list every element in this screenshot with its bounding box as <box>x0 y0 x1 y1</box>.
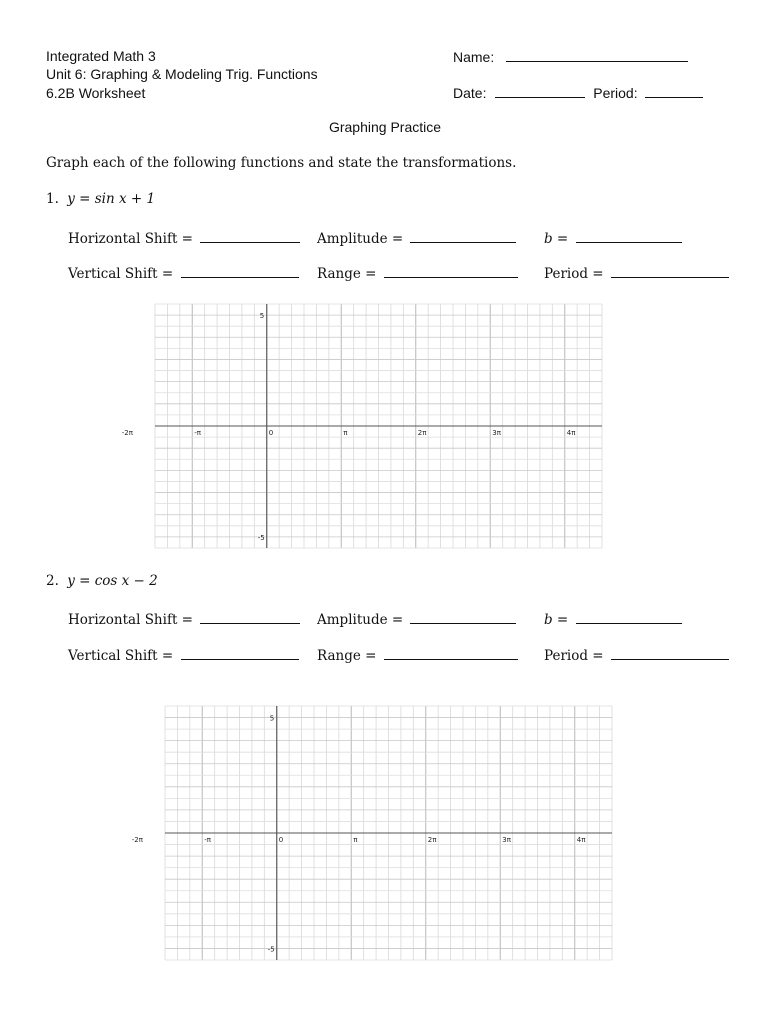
problem-1-number: 1. <box>46 191 59 207</box>
p2-period-label: Period = <box>544 648 604 664</box>
p1-amplitude-field[interactable] <box>410 229 516 243</box>
x-tick-label: 0 <box>268 429 274 437</box>
p1-b-field[interactable] <box>576 229 682 243</box>
x-tick-label: -2π <box>131 836 143 844</box>
problem-2-number: 2. <box>46 573 59 589</box>
p1-vertical-shift-label: Vertical Shift = <box>68 266 174 282</box>
date-label: Date: <box>453 85 487 101</box>
x-tick-label: 2π <box>417 429 427 437</box>
p1-range-label: Range = <box>317 266 377 282</box>
p2-period-field[interactable] <box>611 646 729 660</box>
p1-period-label: Period = <box>544 266 604 282</box>
problem-2-heading <box>46 573 158 589</box>
y-tick-label-bottom: -5 <box>267 945 275 954</box>
p2-b <box>544 610 682 628</box>
x-tick-label: π <box>353 836 358 844</box>
x-tick-label: 3π <box>492 429 501 437</box>
y-tick-label-top: 5 <box>259 312 265 321</box>
name-row <box>453 48 688 65</box>
p2-vertical-shift-field[interactable] <box>181 646 299 660</box>
p1-b-label: b = <box>544 231 569 247</box>
p2-range <box>317 646 518 664</box>
x-tick-label: 4π <box>566 429 576 437</box>
p1-range-field[interactable] <box>384 264 518 278</box>
period-label: Period: <box>593 85 638 101</box>
p2-b-label: b = <box>544 612 569 628</box>
x-tick-label: -2π <box>121 429 133 437</box>
x-tick-label: π <box>343 429 348 437</box>
y-tick-label-top: 5 <box>269 714 275 723</box>
p1-vertical-shift <box>68 264 299 282</box>
x-tick-label: 3π <box>502 836 511 844</box>
course-title: Integrated Math 3 <box>46 48 156 64</box>
worksheet-title: 6.2B Worksheet <box>46 85 146 101</box>
p2-period <box>544 646 729 664</box>
x-tick-label: 4π <box>576 836 586 844</box>
date-row <box>453 84 703 101</box>
p2-range-label: Range = <box>317 648 377 664</box>
x-tick-label: 2π <box>427 836 437 844</box>
p1-horizontal-shift-label: Horizontal Shift = <box>68 231 193 247</box>
p1-period <box>544 264 729 282</box>
p2-range-field[interactable] <box>384 646 518 660</box>
y-tick-label-bottom: -5 <box>257 533 265 542</box>
unit-title: Unit 6: Graphing & Modeling Trig. Functions <box>46 66 318 82</box>
date-field[interactable] <box>495 84 585 98</box>
p2-b-field[interactable] <box>576 610 682 624</box>
p1-amplitude-label: Amplitude = <box>317 231 404 247</box>
p1-vertical-shift-field[interactable] <box>181 264 299 278</box>
graph-1[interactable] <box>121 300 606 552</box>
p2-vertical-shift-label: Vertical Shift = <box>68 648 174 664</box>
x-tick-label: 0 <box>278 836 284 844</box>
p1-period-field[interactable] <box>611 264 729 278</box>
p2-amplitude-field[interactable] <box>410 610 516 624</box>
period-field[interactable] <box>645 84 703 98</box>
p2-amplitude-label: Amplitude = <box>317 612 404 628</box>
p1-horizontal-shift <box>68 229 300 247</box>
p2-horizontal-shift <box>68 610 300 628</box>
problem-1-equation: y = sin x + 1 <box>67 191 156 207</box>
instructions: Graph each of the following functions and state the transformations. <box>46 155 517 171</box>
p2-horizontal-shift-field[interactable] <box>200 610 300 624</box>
page-title: Graphing Practice <box>328 119 442 135</box>
x-tick-label: -π <box>194 429 201 437</box>
problem-1-heading <box>46 191 155 207</box>
p1-range <box>317 264 518 282</box>
p1-b <box>544 229 682 247</box>
name-label: Name: <box>453 49 495 65</box>
p1-amplitude <box>317 229 516 247</box>
p2-horizontal-shift-label: Horizontal Shift = <box>68 612 193 628</box>
p2-amplitude <box>317 610 516 628</box>
name-field[interactable] <box>506 48 688 62</box>
x-tick-label: -π <box>204 836 211 844</box>
p2-vertical-shift <box>68 646 299 664</box>
graph-2[interactable] <box>131 702 616 964</box>
p1-horizontal-shift-field[interactable] <box>200 229 300 243</box>
graph-2-grid[interactable] <box>131 702 616 964</box>
problem-2-equation: y = cos x − 2 <box>67 573 158 589</box>
graph-1-grid[interactable] <box>121 300 606 552</box>
